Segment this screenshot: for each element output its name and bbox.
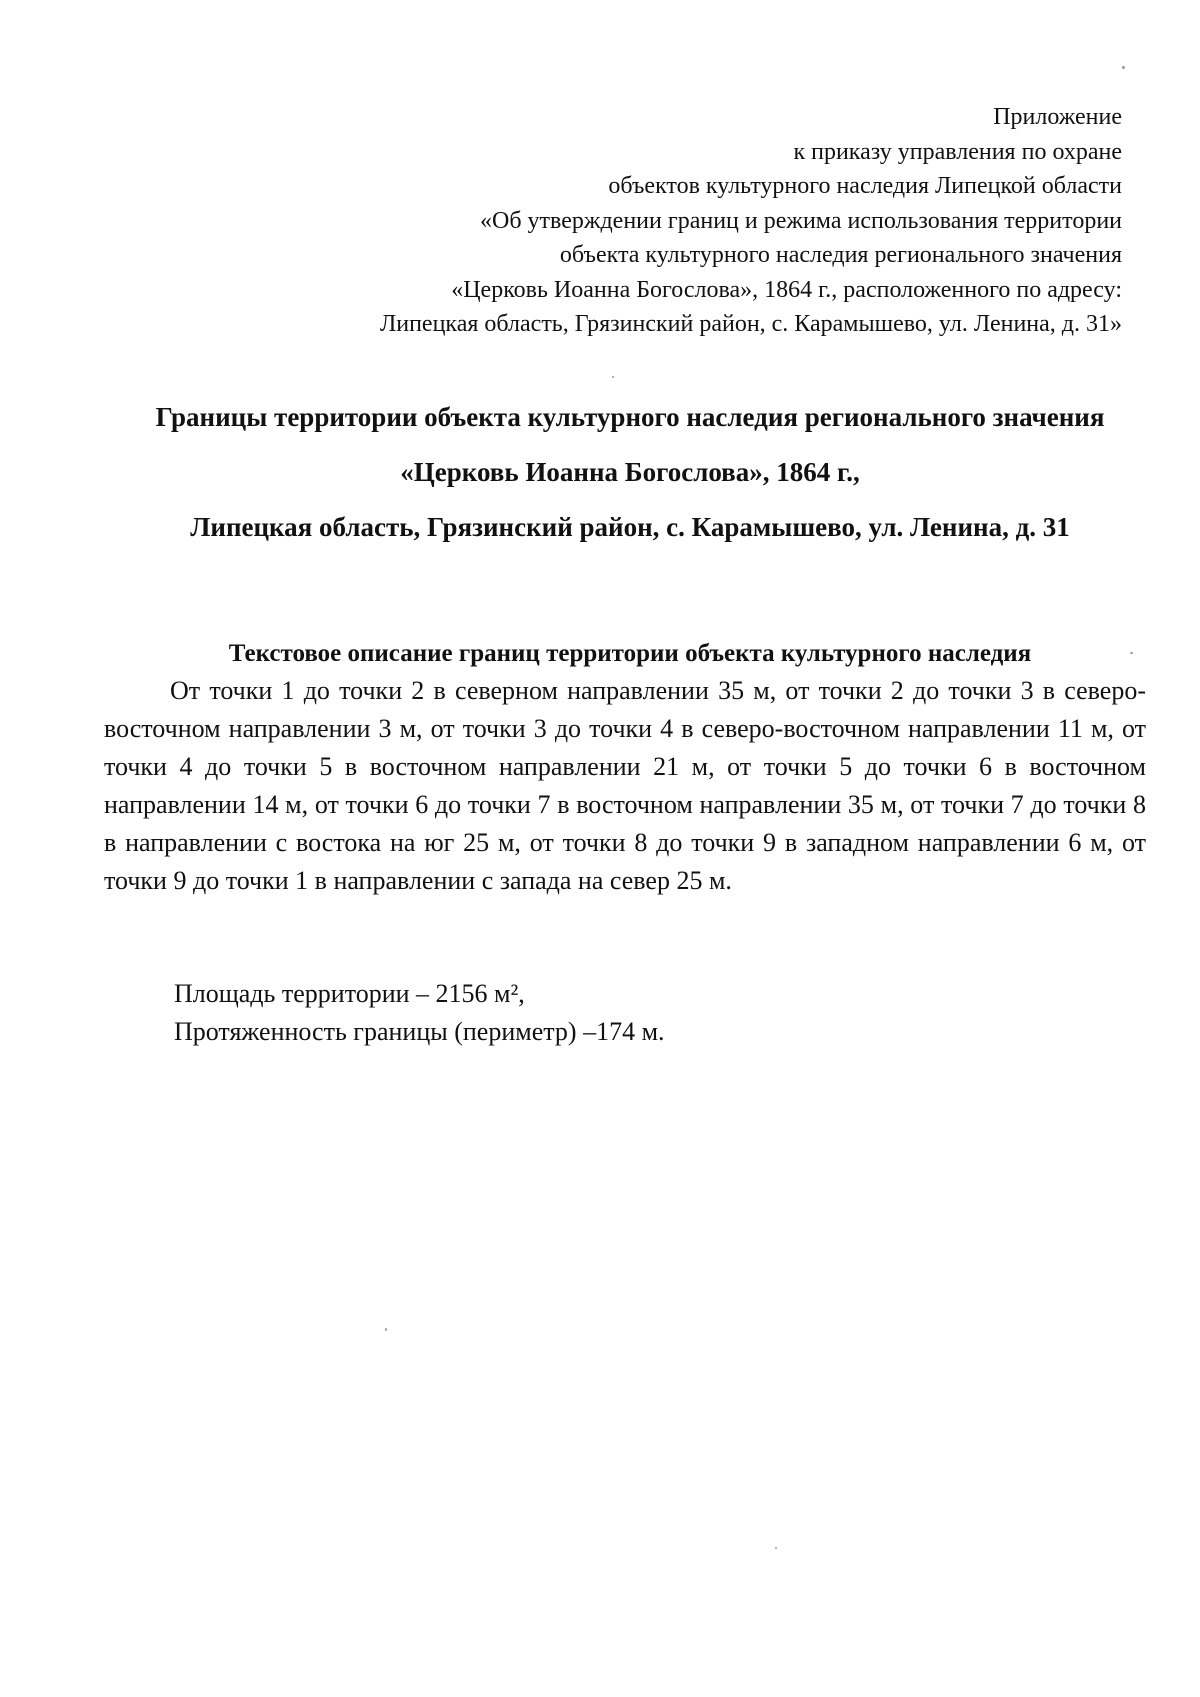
scan-speck [385, 1328, 387, 1331]
annex-line: объекта культурного наследия регионального значения [559, 242, 1122, 268]
annex-line: «Об утверждении границ и режима использования территории [480, 207, 1122, 234]
annex-line: Липецкая область, Грязинский район, с. Карамышево, ул. Ленина, д. 31» [379, 311, 1122, 337]
scan-speck [1130, 652, 1133, 654]
area-line: Площадь территории – 2156 м², [174, 979, 525, 1008]
title-line-2: «Церковь Иоанна Богослова», 1864 г., [400, 457, 860, 487]
annex-line: Приложение [993, 104, 1122, 130]
scan-speck [775, 1547, 777, 1549]
title-line-1: Границы территории объекта культурного наследия регионального значения [155, 402, 1105, 432]
annex-line: «Церковь Иоанна Богослова», 1864 г., расположенного по адресу: [451, 276, 1122, 303]
description-heading: Текстовое описание границ территории объекта культурного наследия [228, 640, 1032, 667]
title-line-3: Липецкая область, Грязинский район, с. Карамышево, ул. Ленина, д. 31 [190, 512, 1070, 542]
scan-speck [612, 376, 614, 378]
description-body: От точки 1 до точки 2 в северном направлении 35 м, от точки 2 до точки 3 в северо-восточном направлении 3 м, от точки 3 до точки 4 в северо-восточном направлении 11 м, от точки 4 до точки 5 в восточном направлении 21 м, от точки 5 до точки 6 в восточном направлении 14 м, от точки 6 до точки 7 в восточном направлении 35 м, от точки 7 до точки 8 в направлении с востока на юг 25 м, от точки 8 до точки 9 в западном направлении 6 м, от точки 9 до точки 1 в направлении с запада на север 25 м. [104, 676, 1146, 895]
perimeter-line: Протяженность границы (периметр) –174 м. [174, 1017, 665, 1046]
annex-line: объектов культурного наследия Липецкой области [608, 173, 1122, 199]
summary-block [174, 975, 665, 1051]
annex-header [222, 100, 1122, 342]
scan-speck [1122, 66, 1125, 69]
annex-line: к приказу управления по охране [793, 138, 1122, 165]
